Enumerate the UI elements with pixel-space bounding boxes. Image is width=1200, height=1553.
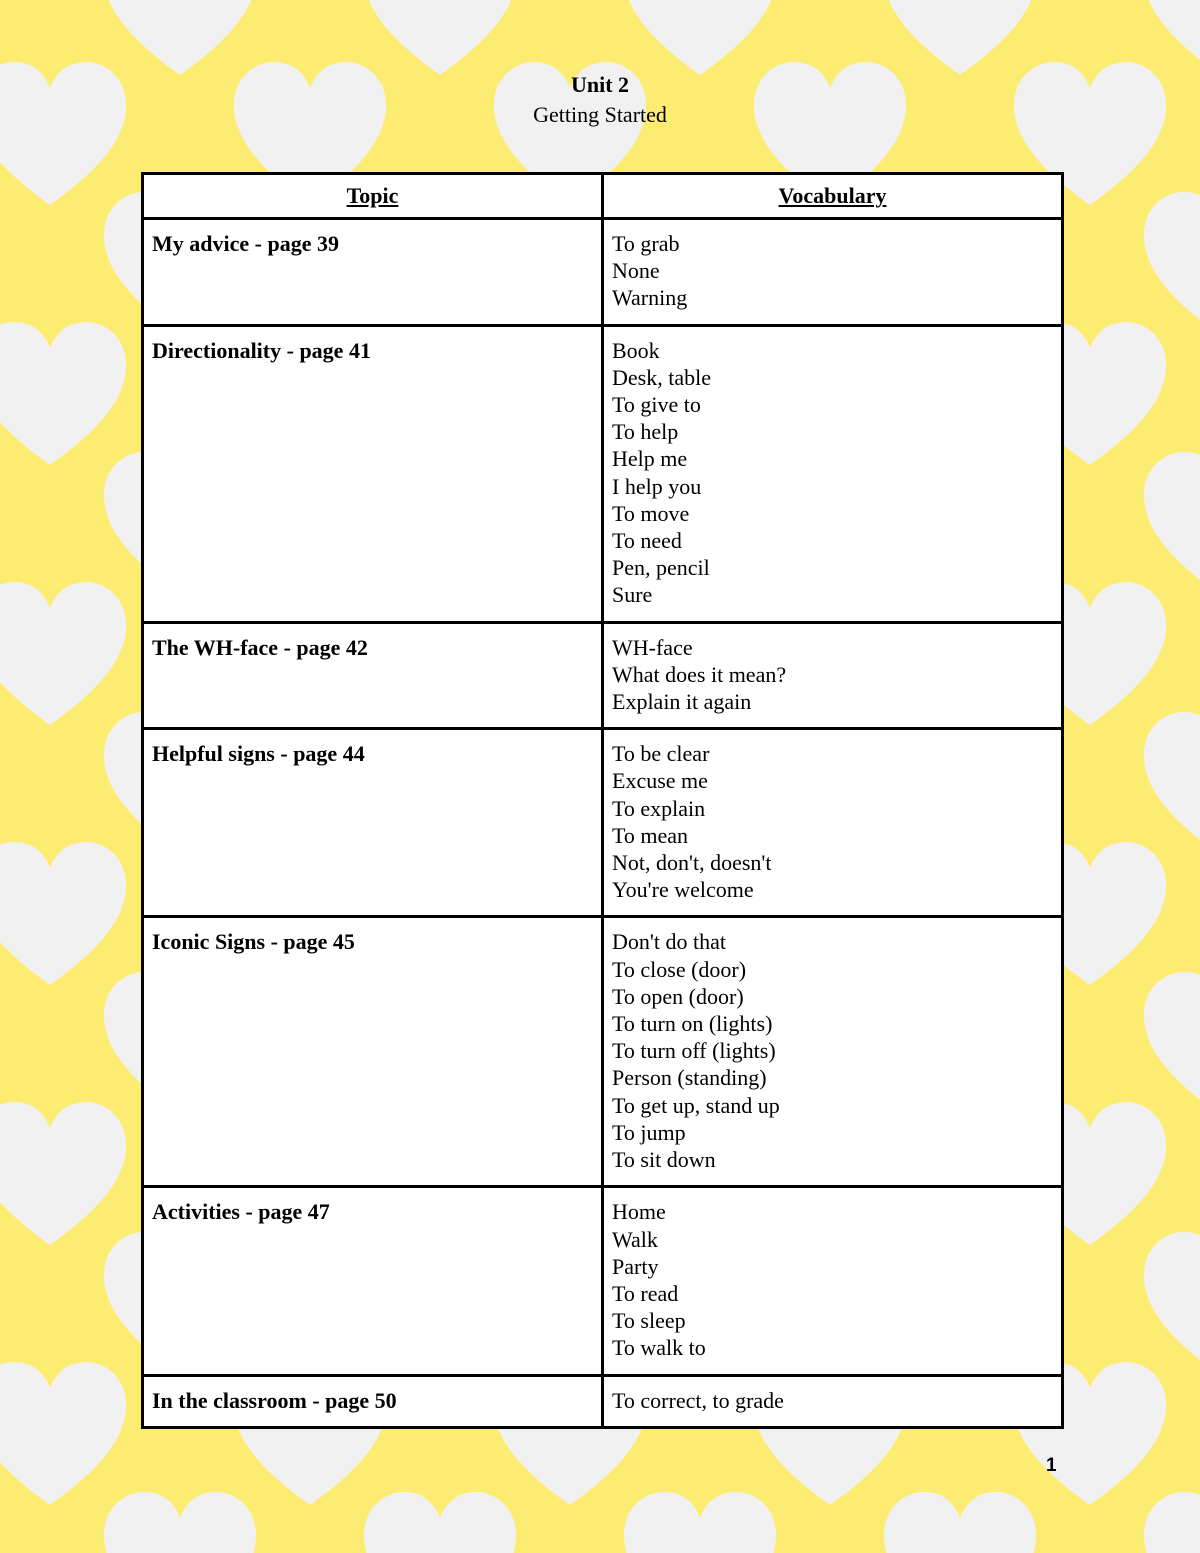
topic-column-header: Topic — [143, 174, 603, 219]
heart-icon — [884, 1492, 1036, 1553]
vocabulary-item: None — [612, 258, 660, 284]
vocabulary-item: To move — [612, 500, 690, 526]
vocabulary-cell — [603, 917, 1063, 1187]
heart-icon — [1144, 452, 1200, 595]
vocabulary-item: To open (door) — [612, 983, 744, 1009]
vocabulary-item: To walk to — [612, 1335, 706, 1361]
table-row — [143, 917, 1063, 1187]
vocabulary-cell — [603, 1187, 1063, 1375]
heart-icon — [0, 1102, 126, 1245]
unit-title: Unit 2 — [570, 72, 630, 97]
heart-icon — [1144, 192, 1200, 335]
table-header-row — [143, 174, 1063, 219]
vocabulary-item: To correct, to grade — [612, 1387, 784, 1413]
vocabulary-item: To explain — [612, 795, 706, 821]
topic-cell: My advice - page 39 — [143, 219, 603, 326]
heart-icon — [624, 0, 776, 75]
heart-icon — [1144, 1232, 1200, 1375]
heart-icon — [1144, 712, 1200, 855]
vocabulary-item: To give to — [612, 392, 701, 418]
table-row — [143, 729, 1063, 917]
vocabulary-item: Sure — [612, 582, 653, 608]
table-row — [143, 325, 1063, 622]
vocabulary-table — [141, 172, 1064, 1429]
topic-cell: Helpful signs - page 44 — [143, 729, 603, 917]
vocabulary-item: To turn off (lights) — [612, 1038, 776, 1064]
vocabulary-item: Walk — [612, 1226, 658, 1252]
vocabulary-column-header: Vocabulary — [603, 174, 1063, 219]
vocabulary-item: Explain it again — [612, 689, 752, 715]
heart-icon — [0, 582, 126, 725]
vocabulary-item: I help you — [612, 473, 702, 499]
table-row — [143, 1187, 1063, 1375]
table-row — [143, 219, 1063, 326]
heart-icon — [364, 1492, 516, 1553]
vocabulary-cell — [603, 1375, 1063, 1427]
vocabulary-item: To get up, stand up — [612, 1092, 780, 1118]
vocabulary-item: To need — [612, 528, 682, 554]
vocabulary-cell — [603, 729, 1063, 917]
vocabulary-item: Excuse me — [612, 768, 708, 794]
vocabulary-item: To close (door) — [612, 956, 747, 982]
table-body — [143, 219, 1063, 1428]
vocabulary-item: To sleep — [612, 1308, 686, 1334]
vocabulary-item: To sit down — [612, 1147, 716, 1173]
vocabulary-item: To read — [612, 1280, 679, 1306]
heart-icon — [624, 1492, 776, 1553]
vocabulary-item: Party — [612, 1253, 659, 1279]
vocabulary-item: To help — [612, 419, 679, 445]
topic-cell: Iconic Signs - page 45 — [143, 917, 603, 1187]
heart-icon — [1144, 0, 1200, 75]
vocabulary-item: You're welcome — [612, 877, 754, 903]
vocabulary-cell — [603, 219, 1063, 326]
topic-cell: In the classroom - page 50 — [143, 1375, 603, 1427]
vocabulary-item: Warning — [612, 285, 688, 311]
vocabulary-item: Help me — [612, 446, 688, 472]
vocabulary-item: To turn on (lights) — [612, 1011, 773, 1037]
heart-icon — [884, 0, 1036, 75]
heart-icon — [0, 322, 126, 465]
topic-cell: Directionality - page 41 — [143, 325, 603, 622]
heart-icon — [0, 842, 126, 985]
heart-icon — [364, 0, 516, 75]
vocabulary-item: Person (standing) — [612, 1065, 767, 1091]
vocabulary-item: To be clear — [612, 741, 710, 767]
unit-subtitle: Getting Started — [533, 102, 667, 127]
vocabulary-item: Desk, table — [612, 364, 711, 390]
vocabulary-item: Pen, pencil — [612, 555, 710, 581]
vocabulary-item: Book — [612, 337, 660, 363]
vocabulary-item: Home — [612, 1199, 666, 1225]
vocabulary-item: Not, don't, doesn't — [612, 850, 772, 876]
vocabulary-item: To mean — [612, 822, 689, 848]
vocabulary-cell — [603, 325, 1063, 622]
topic-cell: The WH-face - page 42 — [143, 622, 603, 729]
heart-icon — [1144, 1492, 1200, 1553]
vocabulary-item: Don't do that — [612, 929, 726, 955]
table-row — [143, 622, 1063, 729]
vocabulary-item: What does it mean? — [612, 661, 787, 687]
heart-icon — [104, 1492, 256, 1553]
heart-icon — [1144, 972, 1200, 1115]
vocabulary-item: To jump — [612, 1119, 686, 1145]
vocabulary-item: WH-face — [612, 634, 693, 660]
heart-icon — [0, 1362, 126, 1505]
page-number: 1 — [1046, 1455, 1057, 1476]
table-row — [143, 1375, 1063, 1427]
vocabulary-item: To grab — [612, 231, 680, 256]
page-header — [0, 71, 1200, 131]
topic-cell: Activities - page 47 — [143, 1187, 603, 1375]
vocabulary-cell — [603, 622, 1063, 729]
heart-icon — [104, 0, 256, 75]
